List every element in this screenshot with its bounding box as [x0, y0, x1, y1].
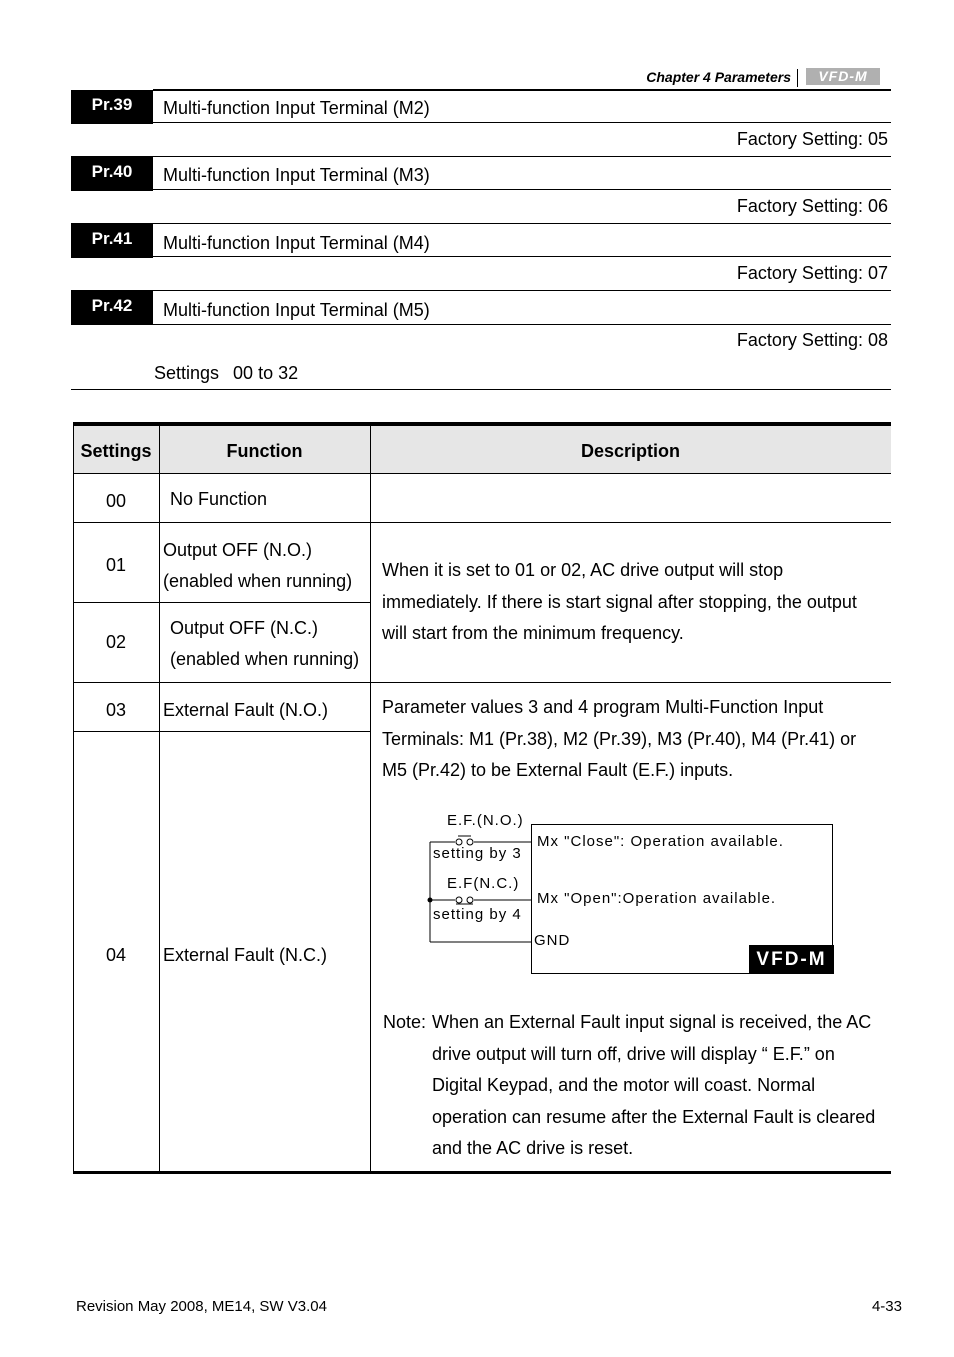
- settings-range: [154, 363, 312, 384]
- description-line: will start from the minimum frequency.: [382, 623, 684, 643]
- note-text: [432, 1007, 875, 1165]
- setting-00: 00: [105, 491, 127, 511]
- setting-by-3-label: setting by 3: [433, 845, 522, 862]
- setting-01: 01: [105, 555, 127, 575]
- table-col-divider: [159, 426, 160, 1172]
- header-description: Description: [580, 441, 681, 461]
- settings-label: Settings: [154, 363, 220, 383]
- header-function: Function: [226, 441, 303, 461]
- factory-setting-pr41: Factory Setting: 07: [736, 263, 888, 283]
- note-line: Digital Keypad, and the motor will coast. Normal: [432, 1075, 816, 1095]
- description-03-04: [382, 692, 856, 787]
- note-line: drive output will turn off, drive will display “ E.F.” on: [432, 1043, 835, 1064]
- ef-nc-label: E.F(N.C.): [447, 875, 520, 892]
- param-rule: [153, 122, 891, 123]
- description-line: M5 (Pr.42) to be External Fault (E.F.) inputs.: [382, 760, 734, 780]
- param-name-pr42: Multi-function Input Terminal (M5): [163, 300, 430, 320]
- gnd-label: GND: [534, 932, 571, 949]
- ef-no-label: E.F.(N.O.): [447, 812, 524, 829]
- chapter-title: Chapter 4 Parameters: [646, 69, 791, 85]
- table-border-left: [73, 426, 74, 1172]
- factory-setting-pr42: Factory Setting: 08: [736, 330, 888, 350]
- vfd-m-logo: VFD-M: [806, 68, 880, 85]
- mx-open-label: Mx "Open":Operation available.: [537, 890, 777, 907]
- description-line: Parameter values 3 and 4 program Multi-Function Input: [382, 697, 824, 717]
- page-number: 4-33: [871, 1298, 902, 1315]
- table-top-rule: [73, 422, 891, 426]
- table-row-divider: [73, 473, 891, 474]
- function-01-line1: Output OFF (N.O.): [163, 540, 313, 560]
- table-row-divider: [73, 731, 370, 732]
- header-rule: [153, 89, 891, 91]
- table-bottom-rule: [73, 1171, 891, 1174]
- factory-setting-pr40: Factory Setting: 06: [736, 196, 888, 216]
- param-code-pr39: Pr.39: [71, 90, 153, 124]
- param-name-pr40: Multi-function Input Terminal (M3): [163, 165, 430, 185]
- param-rule: [71, 290, 891, 291]
- description-line: immediately. If there is start signal after stopping, the output: [382, 591, 857, 612]
- header-settings: Settings: [80, 441, 152, 461]
- function-02-line1: Output OFF (N.C.): [170, 618, 319, 638]
- setting-03: 03: [105, 700, 127, 720]
- param-rule: [71, 223, 891, 224]
- note-line: operation can resume after the External Fault is cleared: [432, 1106, 876, 1127]
- param-code-pr41: Pr.41: [71, 224, 153, 258]
- setting-02: 02: [105, 632, 127, 652]
- param-rule: [71, 156, 891, 157]
- function-04: External Fault (N.C.): [163, 945, 328, 965]
- description-01-02: [382, 555, 857, 650]
- param-rule: [153, 189, 891, 190]
- param-name-pr39: Multi-function Input Terminal (M2): [163, 98, 430, 118]
- param-rule: [153, 256, 891, 257]
- vfd-m-badge: VFD-M: [749, 945, 834, 974]
- note-line: When an External Fault input signal is received, the AC: [432, 1012, 872, 1032]
- footer-revision: Revision May 2008, ME14, SW V3.04: [76, 1298, 327, 1315]
- settings-value: 00 to 32: [233, 363, 299, 383]
- param-code-pr42: Pr.42: [71, 291, 153, 325]
- header-separator: [797, 69, 798, 87]
- factory-setting-pr39: Factory Setting: 05: [736, 129, 888, 149]
- settings-rule: [71, 389, 891, 390]
- setting-by-4-label: setting by 4: [433, 906, 522, 923]
- table-row-divider: [73, 522, 891, 523]
- description-line: When it is set to 01 or 02, AC drive output will stop: [382, 560, 784, 580]
- setting-04: 04: [105, 945, 127, 965]
- table-row-divider: [73, 602, 370, 603]
- note-label: Note:: [383, 1012, 427, 1032]
- function-00: No Function: [170, 489, 268, 509]
- function-01-line2: (enabled when running): [163, 571, 353, 591]
- param-code-pr40: Pr.40: [71, 157, 153, 191]
- function-02-line2: (enabled when running): [170, 649, 360, 669]
- function-03: External Fault (N.O.): [163, 700, 329, 720]
- mx-close-label: Mx "Close": Operation available.: [537, 833, 784, 850]
- table-row-divider: [73, 682, 891, 683]
- param-name-pr41: Multi-function Input Terminal (M4): [163, 233, 430, 253]
- param-rule: [153, 324, 891, 325]
- table-col-divider: [370, 426, 371, 1172]
- description-line: Terminals: M1 (Pr.38), M2 (Pr.39), M3 (Pr.40), M4 (Pr.41) or: [382, 728, 857, 749]
- note-line: and the AC drive is reset.: [432, 1138, 634, 1158]
